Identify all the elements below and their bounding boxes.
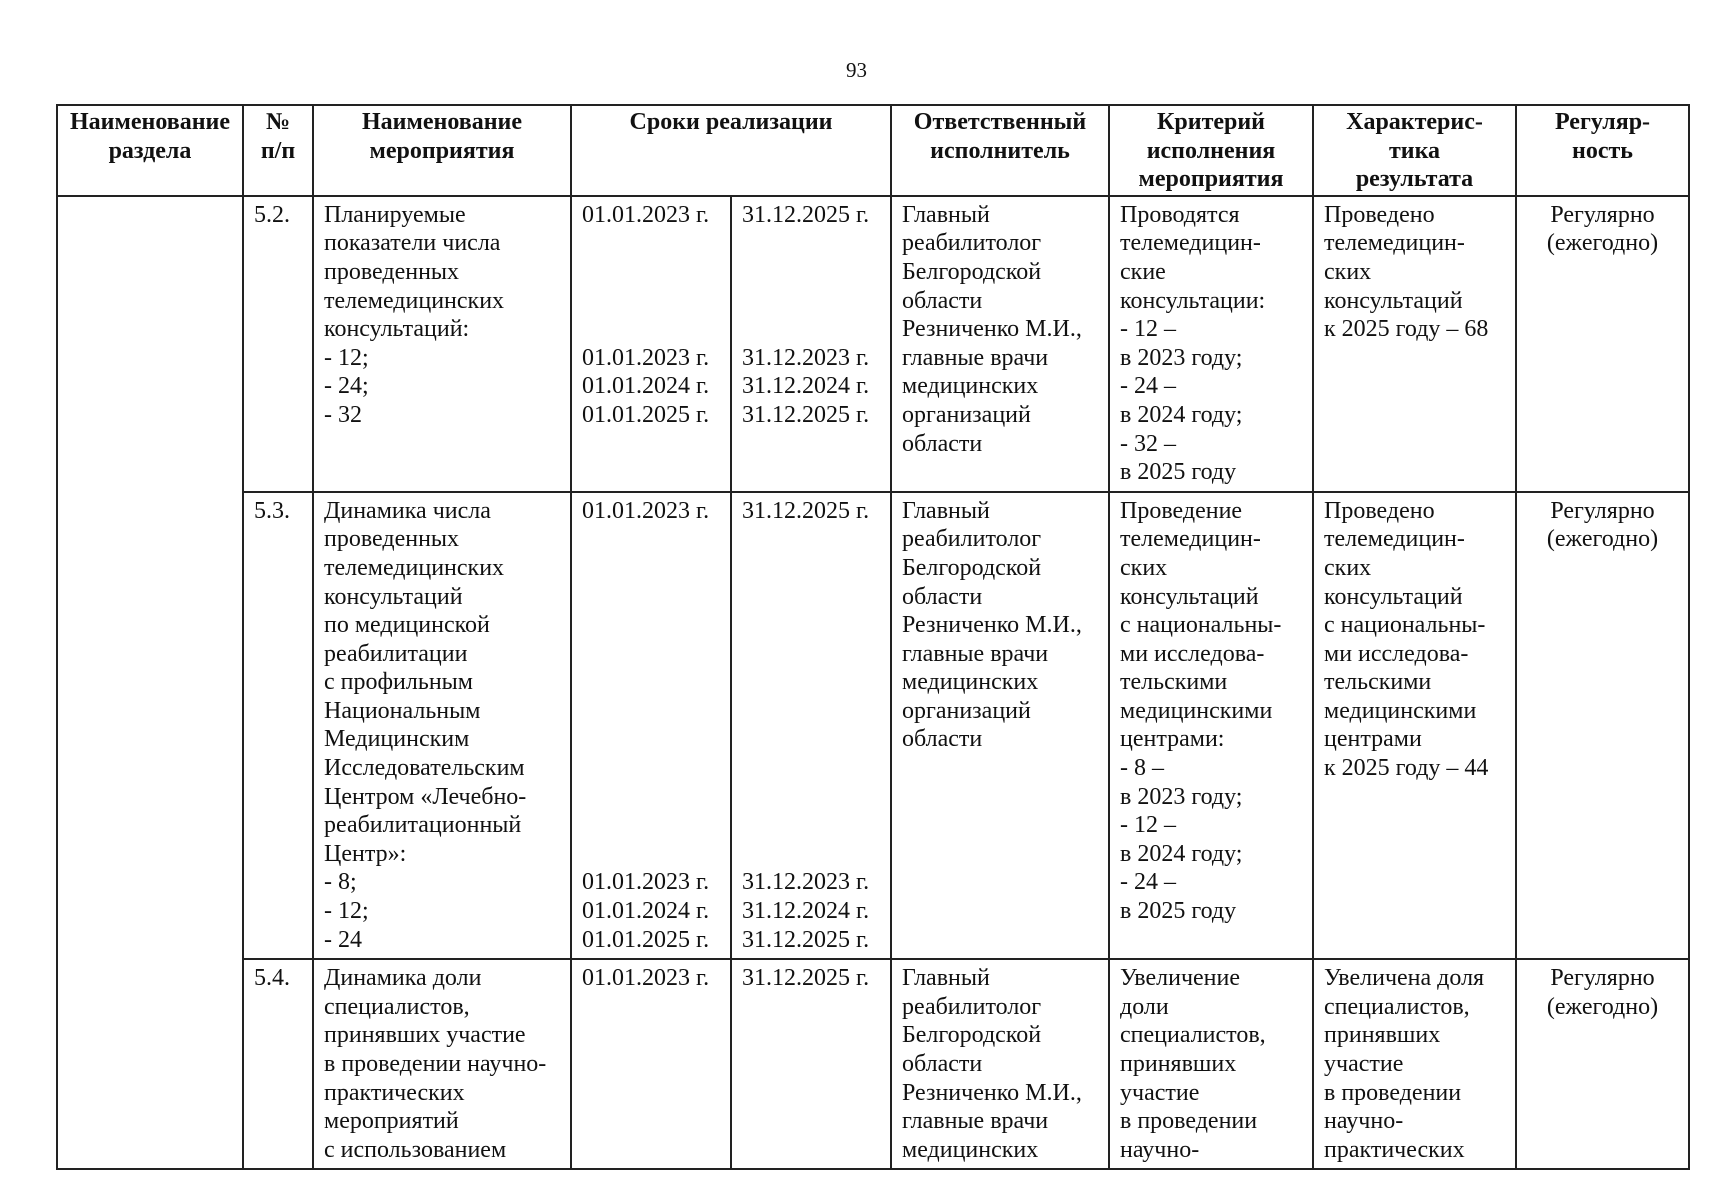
cell-line: с профильным <box>324 669 473 696</box>
cell-line: с национальны- <box>1324 612 1486 639</box>
responsible-cell <box>891 492 1109 960</box>
cell-line: в 2023 году; <box>1120 783 1243 810</box>
cell-line: - 32 – <box>1120 430 1176 457</box>
cell-line: 01.01.2025 г. <box>582 401 710 428</box>
cell-line: - 8 – <box>1120 755 1164 782</box>
cell-line: Проведено <box>1324 201 1435 228</box>
cell-line <box>582 697 720 726</box>
section-cell <box>57 196 243 1170</box>
cell-line: (ежегодно) <box>1546 526 1659 553</box>
cell-line: проведенных <box>324 258 460 285</box>
cell-line <box>582 554 720 583</box>
cell-line: - 24 – <box>1120 373 1176 400</box>
cell-line <box>742 725 880 754</box>
cell-line: научно- <box>1324 1108 1404 1135</box>
cell-line: в проведении научно- <box>324 1051 547 1077</box>
regularity-cell <box>1516 959 1689 1169</box>
cell-line: консультации: <box>1120 287 1266 314</box>
cell-line: телемедицинских <box>324 554 505 581</box>
cell-line: Главный <box>902 497 990 524</box>
cell-line: 31.12.2023 г. <box>742 344 870 371</box>
cell-line: Национальным <box>324 697 481 724</box>
cell-line: участие <box>1120 1079 1200 1106</box>
cell-line: в 2025 году <box>1120 459 1237 486</box>
cell-line <box>742 583 880 612</box>
cell-line: - 12 – <box>1120 316 1176 343</box>
cell-line <box>582 811 720 840</box>
cell-line: к 2025 году – 44 <box>1324 755 1489 782</box>
cell-line: научно- <box>1120 1136 1200 1163</box>
cell-line: медицинскими <box>1324 697 1477 724</box>
criterion-cell <box>1109 959 1313 1169</box>
cell-line: 01.01.2023 г. <box>582 869 710 896</box>
cell-line <box>742 611 880 640</box>
measures-table <box>56 104 1690 1170</box>
cell-line: консультаций <box>1324 287 1463 314</box>
cell-line: 31.12.2024 г. <box>742 898 870 925</box>
cell-line <box>582 668 720 697</box>
row-number: 5.3. <box>243 492 313 960</box>
cell-line: (ежегодно) <box>1546 230 1659 257</box>
table-row <box>57 959 1689 1169</box>
cell-line: - 32 <box>324 401 362 428</box>
start-date-cell <box>571 492 731 960</box>
row-number: 5.2. <box>243 196 313 492</box>
table-row <box>57 196 1689 492</box>
cell-line: - 12; <box>324 344 369 371</box>
cell-line: с национальны- <box>1120 612 1282 639</box>
cell-line <box>582 287 720 316</box>
result-cell <box>1313 492 1516 960</box>
cell-line: 31.12.2025 г. <box>742 497 870 524</box>
cell-line <box>742 525 880 554</box>
cell-line: консультаций <box>1120 583 1259 610</box>
header-criterion: Критерий исполнения мероприятия <box>1109 105 1313 196</box>
header-number: № п/п <box>243 105 313 196</box>
cell-line: медицинских <box>902 1136 1039 1163</box>
cell-line: телемедицин- <box>1120 230 1261 257</box>
cell-line: - 8; <box>324 869 357 896</box>
cell-line: Регулярно <box>1550 201 1655 228</box>
cell-line: центрами: <box>1120 726 1225 753</box>
cell-line: 31.12.2025 г. <box>742 201 870 228</box>
cell-line: главные врачи <box>902 344 1049 371</box>
cell-line: с использованием <box>324 1136 507 1163</box>
cell-line: в 2024 году; <box>1120 840 1243 867</box>
end-date-cell <box>731 959 891 1169</box>
cell-line: принявших <box>1120 1051 1237 1077</box>
cell-line: центрами <box>1324 726 1422 753</box>
cell-line: главные врачи <box>902 1108 1049 1135</box>
cell-line: - 24; <box>324 373 369 400</box>
cell-line: телемедицин- <box>1120 526 1261 553</box>
cell-line: в проведении <box>1120 1108 1258 1135</box>
cell-line: Главный <box>902 201 990 228</box>
cell-line: главные врачи <box>902 640 1049 667</box>
cell-line: тельскими <box>1324 669 1432 696</box>
regularity-cell <box>1516 196 1689 492</box>
start-date-cell <box>571 959 731 1169</box>
cell-line: Центр»: <box>324 840 407 867</box>
cell-line: области <box>902 430 983 457</box>
cell-line: ми исследова- <box>1120 640 1265 667</box>
responsible-cell <box>891 959 1109 1169</box>
start-date-cell <box>571 196 731 492</box>
cell-line: практических <box>324 1079 465 1106</box>
cell-line: Увеличение <box>1120 965 1241 992</box>
cell-line <box>582 611 720 640</box>
cell-line: к 2025 году – 68 <box>1324 316 1489 343</box>
cell-line: 31.12.2025 г. <box>742 965 870 992</box>
cell-line <box>742 697 880 726</box>
cell-line: ских <box>1324 554 1372 581</box>
cell-line: - 12 – <box>1120 812 1176 839</box>
cell-line <box>582 754 720 783</box>
cell-line: реабилитолог <box>902 993 1042 1020</box>
cell-line: ми исследова- <box>1324 640 1469 667</box>
cell-line: 01.01.2023 г. <box>582 201 710 228</box>
cell-line <box>582 725 720 754</box>
cell-line: медицинских <box>902 669 1039 696</box>
cell-line: реабилитации <box>324 640 468 667</box>
cell-line: в 2025 году <box>1120 898 1237 925</box>
cell-line: консультаций <box>1324 583 1463 610</box>
cell-line <box>742 640 880 669</box>
cell-line: медицинских <box>902 373 1039 400</box>
cell-line <box>742 554 880 583</box>
cell-line: телемедицинских <box>324 287 505 314</box>
cell-line: ские <box>1120 258 1166 285</box>
cell-line: принявших участие <box>324 1022 526 1049</box>
row-number: 5.4. <box>243 959 313 1169</box>
table-body <box>57 196 1689 1170</box>
cell-line: 01.01.2023 г. <box>582 344 710 371</box>
cell-line: консультаций <box>324 583 463 610</box>
cell-line: принявших <box>1324 1022 1441 1049</box>
event-cell <box>313 492 571 960</box>
cell-line <box>582 525 720 554</box>
header-section: Наименование раздела <box>57 105 243 196</box>
responsible-cell <box>891 196 1109 492</box>
cell-line: 01.01.2024 г. <box>582 898 710 925</box>
cell-line <box>742 754 880 783</box>
page-number: 93 <box>846 58 867 82</box>
cell-line <box>742 840 880 869</box>
cell-line: Центром «Лечебно- <box>324 783 527 810</box>
cell-line: 31.12.2024 г. <box>742 373 870 400</box>
cell-line: - 12; <box>324 898 369 925</box>
cell-line: 31.12.2025 г. <box>742 401 870 428</box>
cell-line: Белгородской <box>902 1022 1042 1049</box>
cell-line: организаций <box>902 401 1031 428</box>
cell-line: Белгородской <box>902 554 1042 581</box>
cell-line: Резниченко М.И., <box>902 316 1082 343</box>
cell-line: - 24 – <box>1120 869 1176 896</box>
cell-line: ских <box>1120 554 1168 581</box>
cell-line <box>742 287 880 316</box>
cell-line: области <box>902 583 983 610</box>
cell-line <box>582 583 720 612</box>
cell-line: 31.12.2025 г. <box>742 926 870 953</box>
header-dates: Сроки реализации <box>571 105 891 196</box>
cell-line: медицинскими <box>1120 697 1273 724</box>
cell-line: реабилитолог <box>902 526 1042 553</box>
cell-line <box>742 668 880 697</box>
cell-line: области <box>902 726 983 753</box>
cell-line: проведенных <box>324 526 460 553</box>
cell-line <box>582 783 720 812</box>
cell-line: Планируемые <box>324 201 466 228</box>
cell-line: 31.12.2023 г. <box>742 869 870 896</box>
cell-line: 01.01.2023 г. <box>582 965 710 992</box>
cell-line: практических <box>1324 1136 1465 1163</box>
end-date-cell <box>731 196 891 492</box>
cell-line: (ежегодно) <box>1546 993 1659 1020</box>
cell-line: показатели числа <box>324 230 501 257</box>
cell-line: мероприятий <box>324 1108 459 1135</box>
cell-line <box>582 840 720 869</box>
cell-line <box>742 783 880 812</box>
cell-line <box>742 258 880 287</box>
end-date-cell <box>731 492 891 960</box>
cell-line: области <box>902 287 983 314</box>
criterion-cell <box>1109 196 1313 492</box>
cell-line: Регулярно <box>1550 497 1655 524</box>
cell-line <box>582 258 720 287</box>
cell-line: реабилитолог <box>902 230 1042 257</box>
cell-line: Резниченко М.И., <box>902 612 1082 639</box>
header-event: Наименование мероприятия <box>313 105 571 196</box>
cell-line: телемедицин- <box>1324 230 1465 257</box>
event-cell <box>313 959 571 1169</box>
cell-line <box>582 229 720 258</box>
cell-line: Проводятся <box>1120 201 1240 228</box>
table-row <box>57 492 1689 960</box>
event-cell <box>313 196 571 492</box>
header-regularity: Регуляр- ность <box>1516 105 1689 196</box>
cell-line: консультаций: <box>324 316 470 343</box>
cell-line <box>582 640 720 669</box>
table-header-row <box>57 105 1689 196</box>
cell-line <box>742 229 880 258</box>
cell-line: специалистов, <box>324 993 470 1020</box>
cell-line <box>742 315 880 344</box>
cell-line: Увеличена доля <box>1324 965 1485 992</box>
criterion-cell <box>1109 492 1313 960</box>
header-responsible: Ответственный исполнитель <box>891 105 1109 196</box>
cell-line: Проведение <box>1120 497 1243 524</box>
header-result: Характерис- тика результата <box>1313 105 1516 196</box>
cell-line: Главный <box>902 965 990 992</box>
cell-line: доли <box>1120 993 1169 1020</box>
cell-line: Медицинским <box>324 726 470 753</box>
result-cell <box>1313 196 1516 492</box>
cell-line: Динамика числа <box>324 497 491 524</box>
cell-line: тельскими <box>1120 669 1228 696</box>
cell-line: реабилитационный <box>324 812 522 839</box>
cell-line: в 2023 году; <box>1120 344 1243 371</box>
cell-line: Динамика доли <box>324 965 482 992</box>
cell-line: в проведении <box>1324 1079 1462 1106</box>
cell-line: Резниченко М.И., <box>902 1079 1082 1106</box>
cell-line: в 2024 году; <box>1120 401 1243 428</box>
cell-line <box>742 811 880 840</box>
cell-line: организаций <box>902 697 1031 724</box>
cell-line: - 24 <box>324 926 362 953</box>
cell-line: 01.01.2023 г. <box>582 497 710 524</box>
cell-line: Регулярно <box>1550 965 1655 992</box>
result-cell <box>1313 959 1516 1169</box>
cell-line: Белгородской <box>902 258 1042 285</box>
cell-line: 01.01.2025 г. <box>582 926 710 953</box>
cell-line: по медицинской <box>324 612 490 639</box>
cell-line: 01.01.2024 г. <box>582 373 710 400</box>
cell-line: специалистов, <box>1324 993 1470 1020</box>
cell-line: ских <box>1324 258 1372 285</box>
cell-line <box>582 315 720 344</box>
cell-line: области <box>902 1051 983 1077</box>
regularity-cell <box>1516 492 1689 960</box>
cell-line: телемедицин- <box>1324 526 1465 553</box>
cell-line: специалистов, <box>1120 1022 1266 1049</box>
cell-line: Проведено <box>1324 497 1435 524</box>
cell-line: Исследовательским <box>324 755 525 782</box>
cell-line: участие <box>1324 1051 1404 1077</box>
